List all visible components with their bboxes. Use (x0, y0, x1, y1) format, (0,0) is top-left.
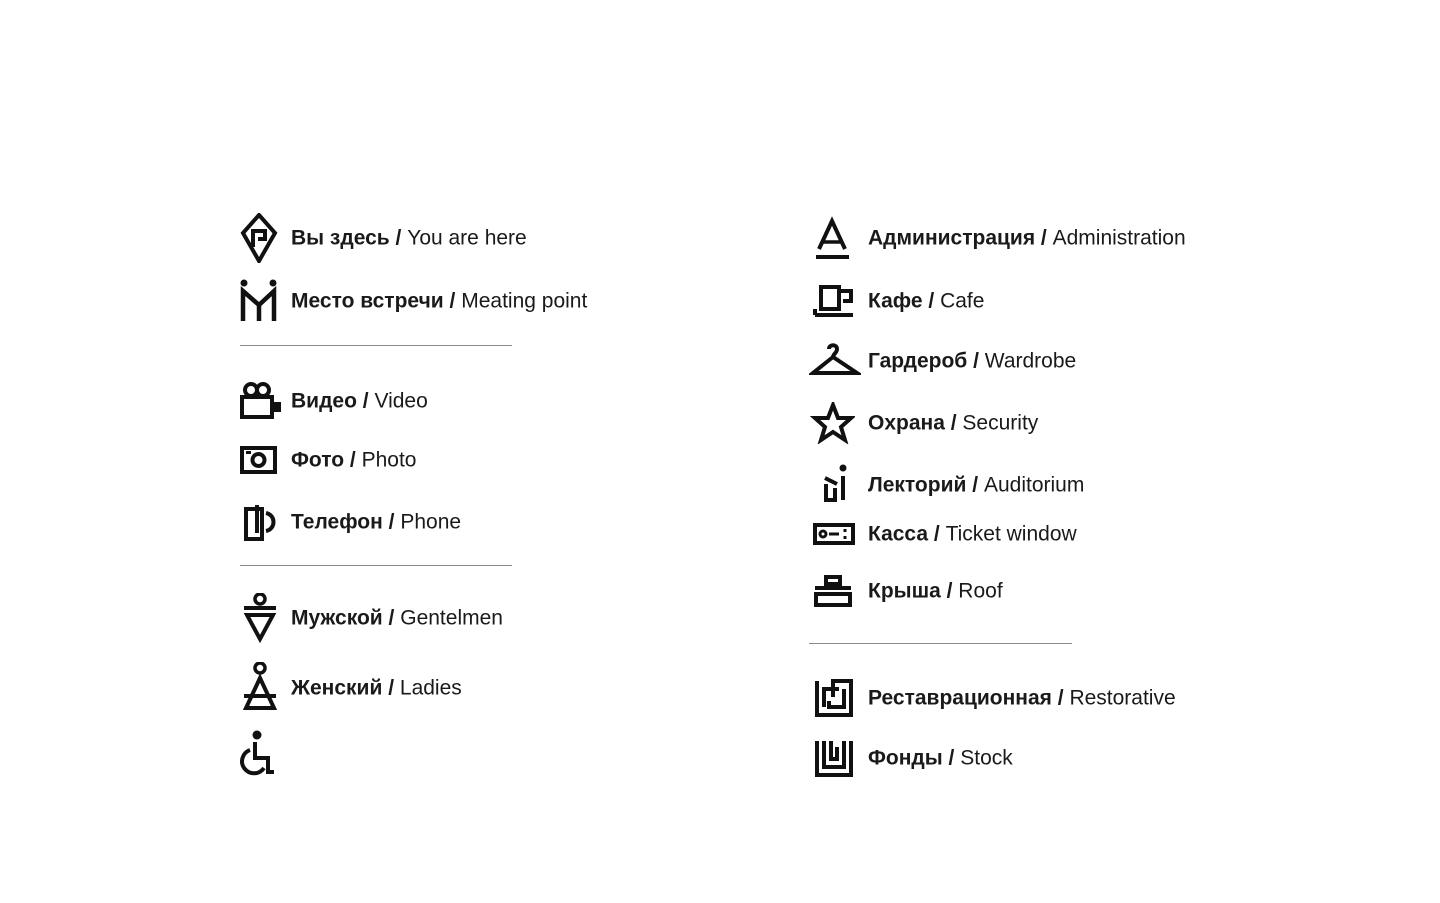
stock-icon (809, 737, 855, 779)
ladies-icon (240, 662, 278, 714)
you-are-here-icon (240, 213, 278, 263)
ticket-window-icon (809, 521, 857, 547)
gentlemen-icon (240, 593, 278, 643)
administration-icon (809, 215, 855, 261)
restorative-icon (809, 677, 855, 719)
section-divider (240, 565, 512, 566)
roof-icon (809, 574, 857, 608)
cafe-icon (809, 283, 857, 319)
meeting-point-icon (240, 279, 278, 323)
section-divider (240, 345, 512, 346)
video-camera-icon (240, 380, 284, 422)
wheelchair-icon (240, 730, 280, 776)
section-divider (809, 643, 1072, 644)
wardrobe-hanger-icon (809, 343, 861, 379)
auditorium-icon (809, 464, 855, 506)
security-star-icon (809, 402, 855, 444)
phone-icon (240, 501, 280, 543)
photo-camera-icon (240, 445, 278, 475)
